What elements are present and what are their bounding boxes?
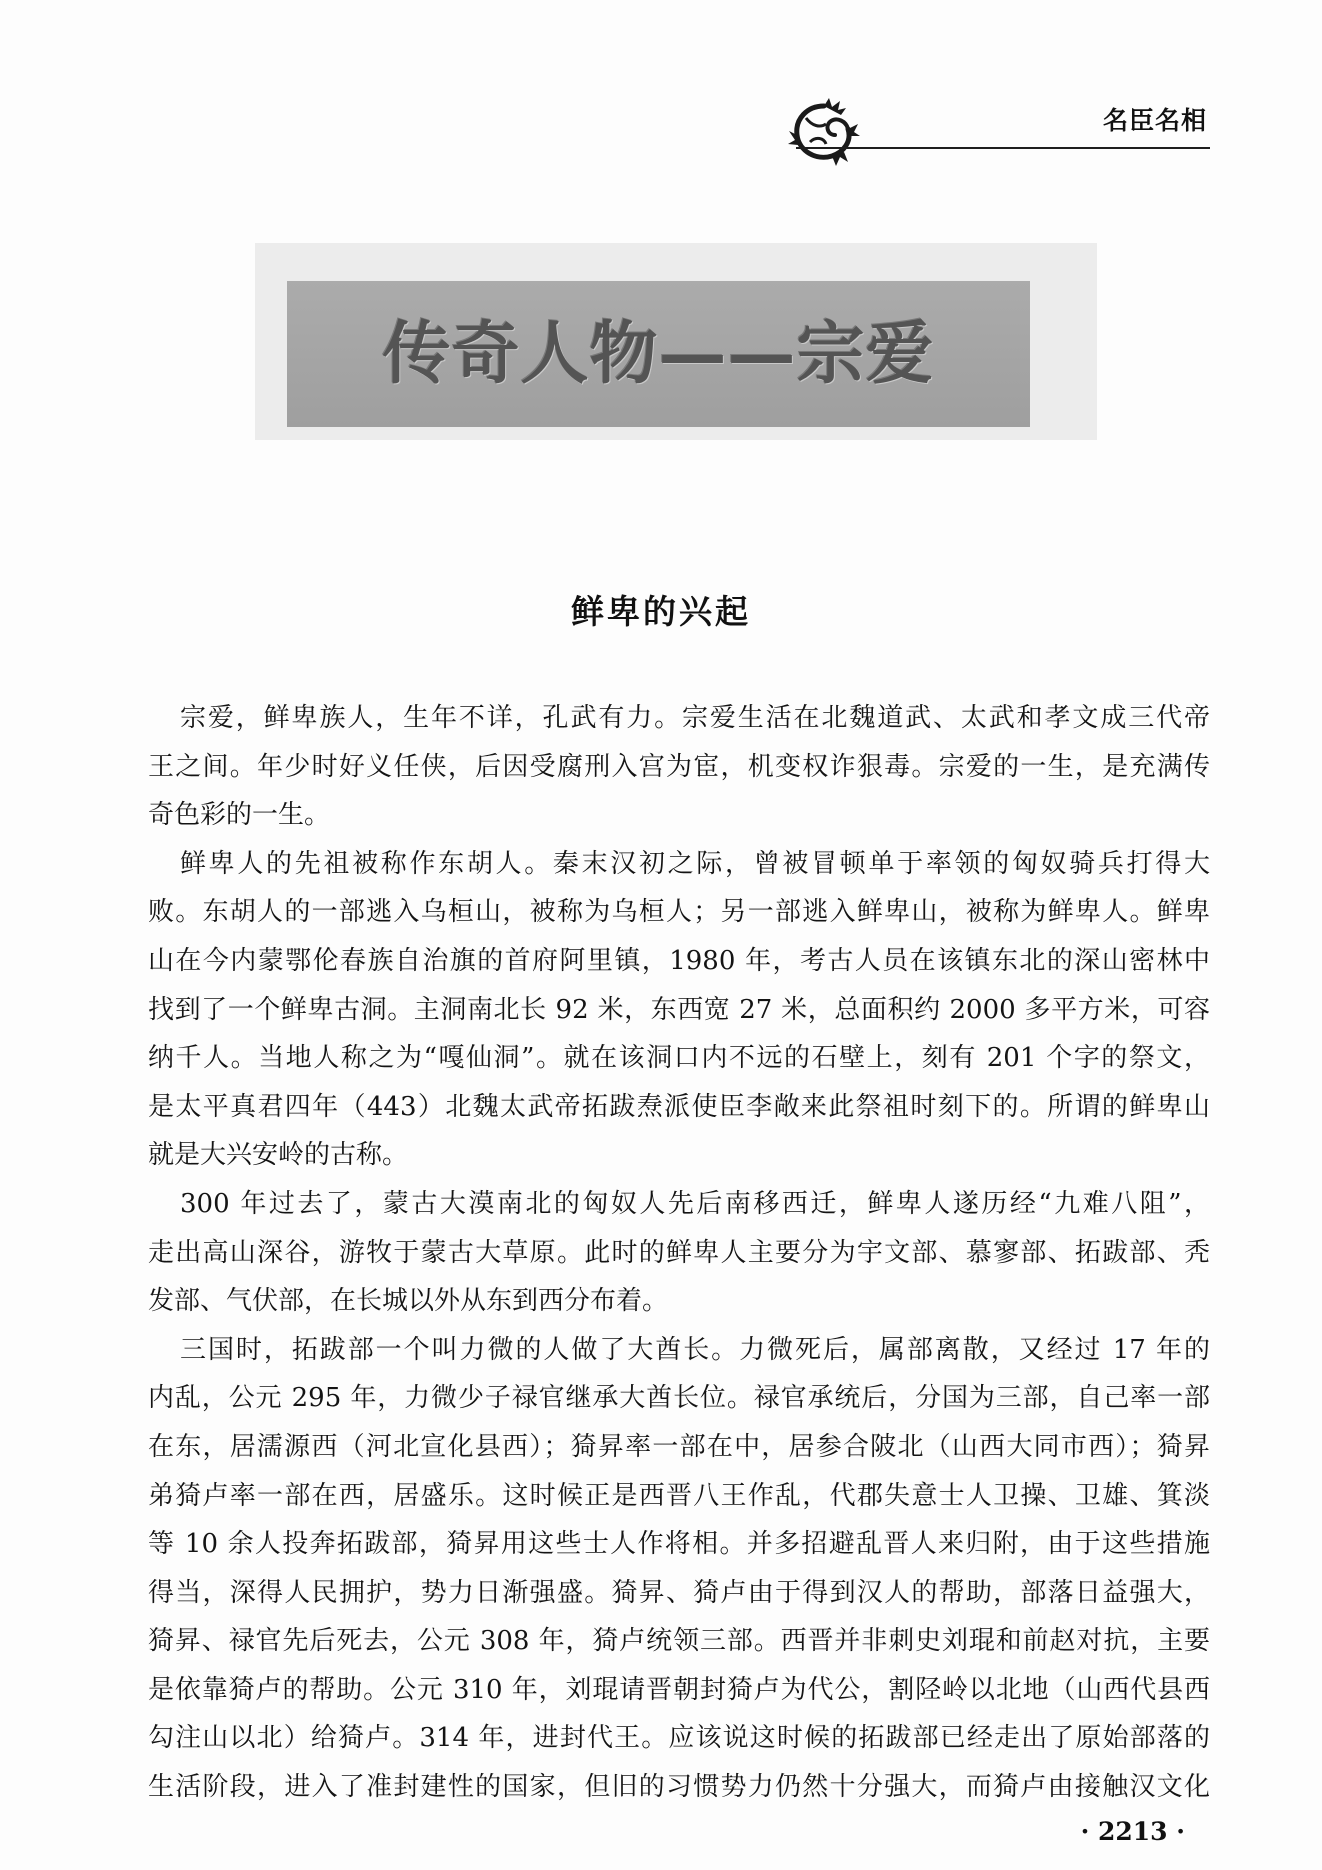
text-line: 走出高山深谷，游牧于蒙古大草原。此时的鲜卑人主要分为宇文部、慕寥部、拓跋部、秃 (148, 1237, 1210, 1268)
text-line: 纳千人。当地人称之为“嘎仙洞”。就在该洞口内不远的石壁上，刻有 201 个字的祭文， (148, 1043, 1210, 1074)
paragraph (148, 1180, 1210, 1326)
title-banner (287, 281, 1030, 427)
running-header-title: 名臣名相 (1102, 106, 1207, 135)
text-line: 猗昇、禄官先后死去，公元 308 年，猗卢统领三部。西晋并非刺史刘琨和前赵对抗，主要 (148, 1626, 1210, 1657)
dragon-emblem-icon (786, 96, 862, 168)
text-line: 弟猗卢率一部在西，居盛乐。这时候正是西晋八王作乱，代郡失意士人卫操、卫雄、箕淡 (148, 1480, 1210, 1511)
text-line: 生活阶段，进入了准封建性的国家，但旧的习惯势力仍然十分强大，而猗卢由接触汉文化 (148, 1772, 1210, 1803)
paragraph (148, 1326, 1210, 1812)
text-line: 等 10 余人投奔拓跋部，猗昇用这些士人作将相。并多招避乱晋人来归附，由于这些措施 (148, 1529, 1210, 1560)
header-rule (796, 147, 1210, 149)
text-line: 是依靠猗卢的帮助。公元 310 年，刘琨请晋朝封猗卢为代公，割陉岭以北地（山西代县西 (148, 1674, 1210, 1705)
text-line: 宗爱，鲜卑族人，生年不详，孔武有力。宗爱生活在北魏道武、太武和孝文成三代帝 (180, 703, 1210, 733)
text-line: 奇色彩的一生。 (148, 800, 331, 831)
section-heading: 鲜卑的兴起 (571, 592, 751, 631)
text-line: 是太平真君四年（443）北魏太武帝拓跋焘派使臣李敞来此祭祖时刻下的。所谓的鲜卑山 (148, 1091, 1210, 1122)
text-line: 败。东胡人的一部逃入乌桓山，被称为乌桓人；另一部逃入鲜卑山，被称为鲜卑人。鲜卑 (148, 897, 1210, 928)
text-line: 鲜卑人的先祖被称作东胡人。秦末汉初之际，曾被冒顿单于率领的匈奴骑兵打得大 (180, 848, 1210, 879)
paragraph (148, 840, 1210, 1180)
article-body (148, 694, 1210, 1812)
paragraph (148, 694, 1210, 840)
chapter-title: 传奇人物——宗爱 (382, 314, 935, 394)
text-line: 在东，居濡源西（河北宣化县西）；猗昇率一部在中，居参合陂北（山西大同市西）；猗昇 (148, 1431, 1210, 1462)
text-line: 勾注山以北）给猗卢。314 年，进封代王。应该说这时候的拓跋部已经走出了原始部落的 (148, 1723, 1210, 1754)
text-line: 300 年过去了，蒙古大漠南北的匈奴人先后南移西迁，鲜卑人遂历经“九难八阻”， (180, 1188, 1210, 1219)
text-line: 发部、气伏部，在长城以外从东到西分布着。 (148, 1286, 669, 1317)
text-line: 王之间。年少时好义任侠，后因受腐刑入宫为宦，机变权诈狠毒。宗爱的一生，是充满传 (148, 751, 1210, 782)
text-line: 三国时，拓跋部一个叫力微的人做了大酋长。力微死后，属部离散，又经过 17 年的 (180, 1334, 1210, 1365)
text-line: 找到了一个鲜卑古洞。主洞南北长 92 米，东西宽 27 米，总面积约 2000 多平方米，可容 (148, 994, 1210, 1025)
text-line: 内乱，公元 295 年，力微少子禄官继承大酋长位。禄官承统后，分国为三部，自己率一部 (148, 1383, 1210, 1414)
page-number: · 2213 · (1080, 1817, 1185, 1846)
text-line: 山在今内蒙鄂伦春族自治旗的首府阿里镇，1980 年，考古人员在该镇东北的深山密林中 (148, 945, 1210, 976)
text-line: 得当，深得人民拥护，势力日渐强盛。猗昇、猗卢由于得到汉人的帮助，部落日益强大， (148, 1577, 1210, 1608)
text-line: 就是大兴安岭的古称。 (148, 1140, 409, 1171)
